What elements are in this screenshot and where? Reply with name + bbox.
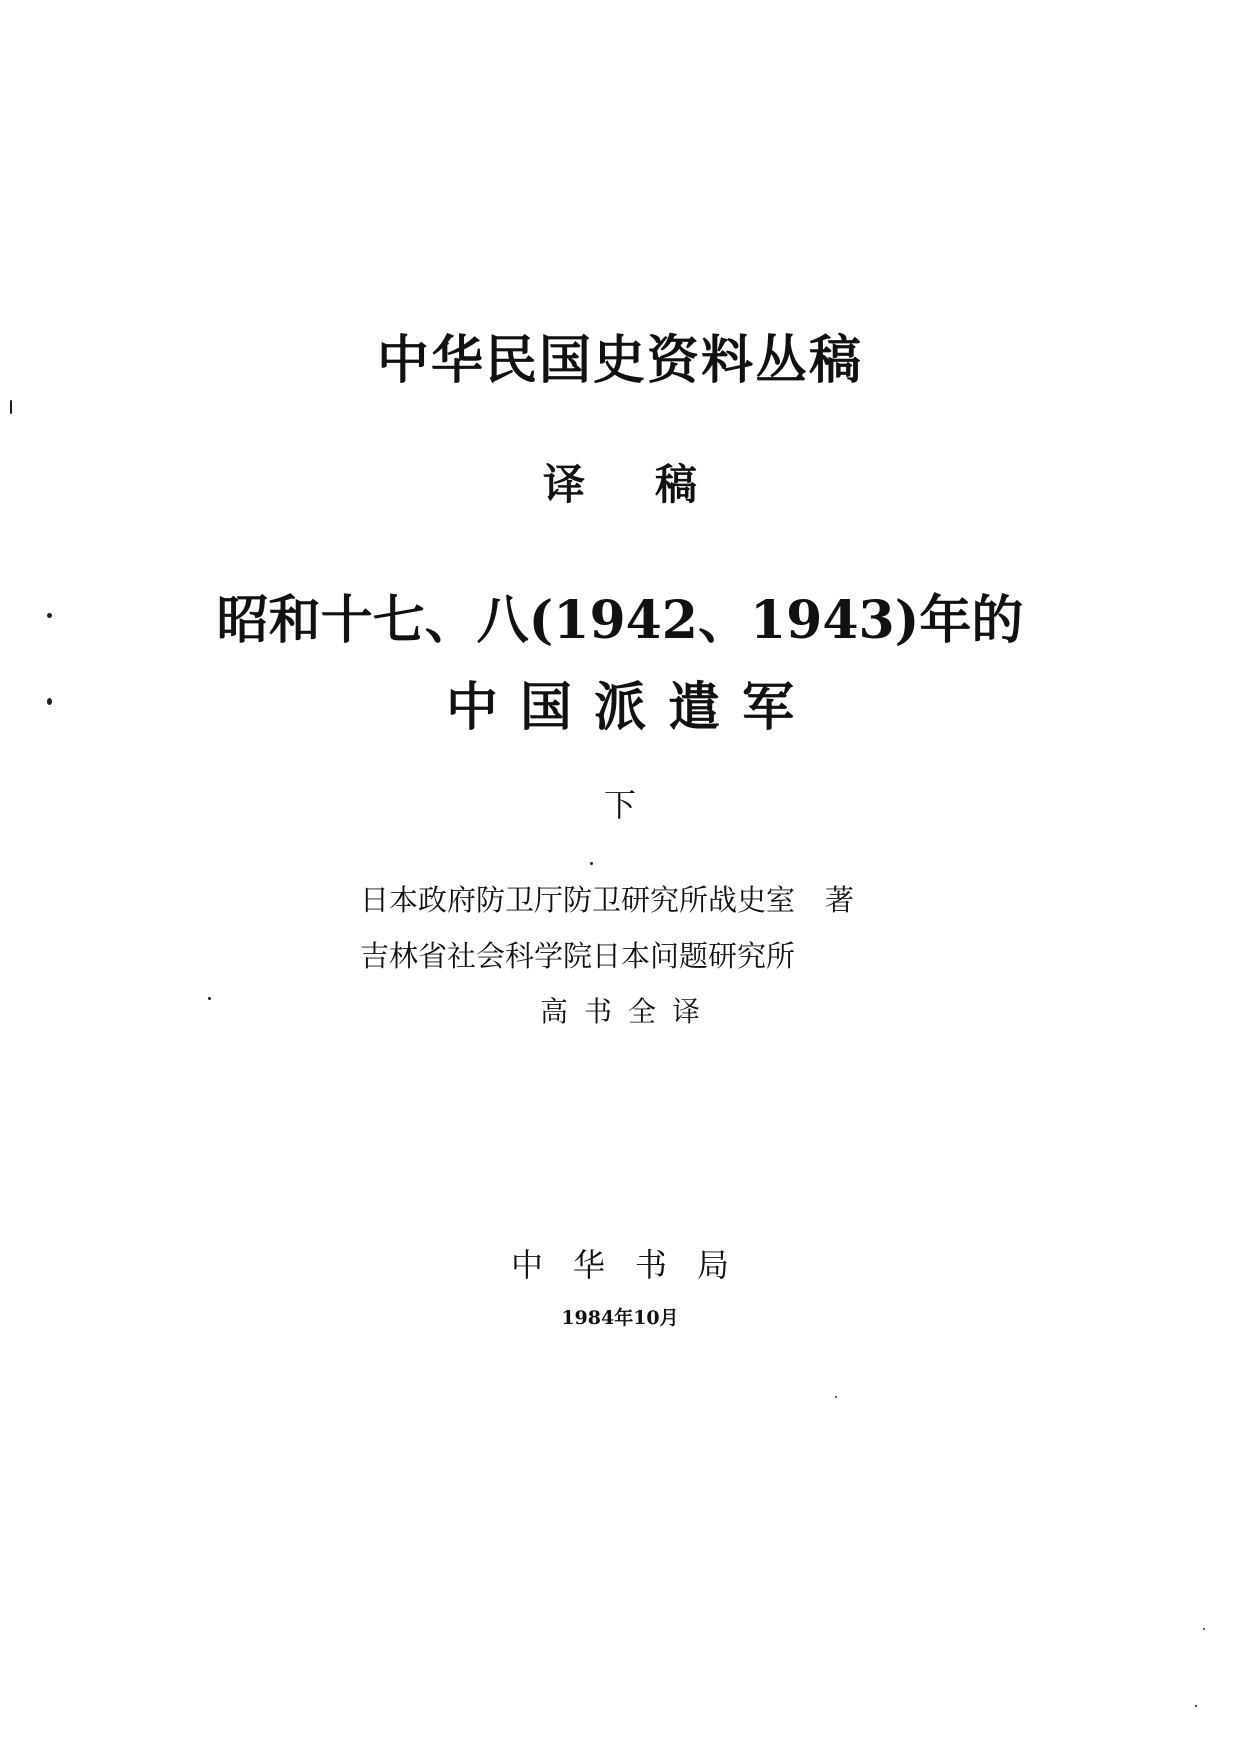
scan-speck: [835, 1396, 837, 1398]
scan-speck: [10, 400, 12, 414]
scan-speck: [208, 997, 211, 1000]
author-role: 著: [825, 883, 855, 917]
translator-line: 高书全译: [539, 995, 716, 1028]
author-block: [360, 872, 854, 984]
book-title-line-2: 中国派遣军: [445, 677, 816, 738]
subseries-label: 译稿: [542, 460, 767, 509]
scan-speck: [590, 862, 593, 865]
scan-speck: [47, 698, 52, 705]
author-line-2: 吉林省社会科学院日本问题研究所: [360, 939, 796, 973]
publisher: 中华书局: [510, 1246, 759, 1284]
scan-speck: [1203, 1628, 1205, 1630]
author-line-1: [360, 872, 854, 928]
publication-date: 1984年10月: [561, 1307, 679, 1329]
author-org-1: 日本政府防卫厅防卫研究所战史室: [360, 883, 796, 917]
volume-label: 下: [603, 786, 636, 824]
scan-speck: [47, 613, 52, 618]
scan-speck: [1195, 1705, 1197, 1707]
book-title-line-1: 昭和十七、八(1942、1943)年的: [216, 590, 1024, 651]
series-title: 中华民国史资料丛稿: [376, 331, 863, 391]
